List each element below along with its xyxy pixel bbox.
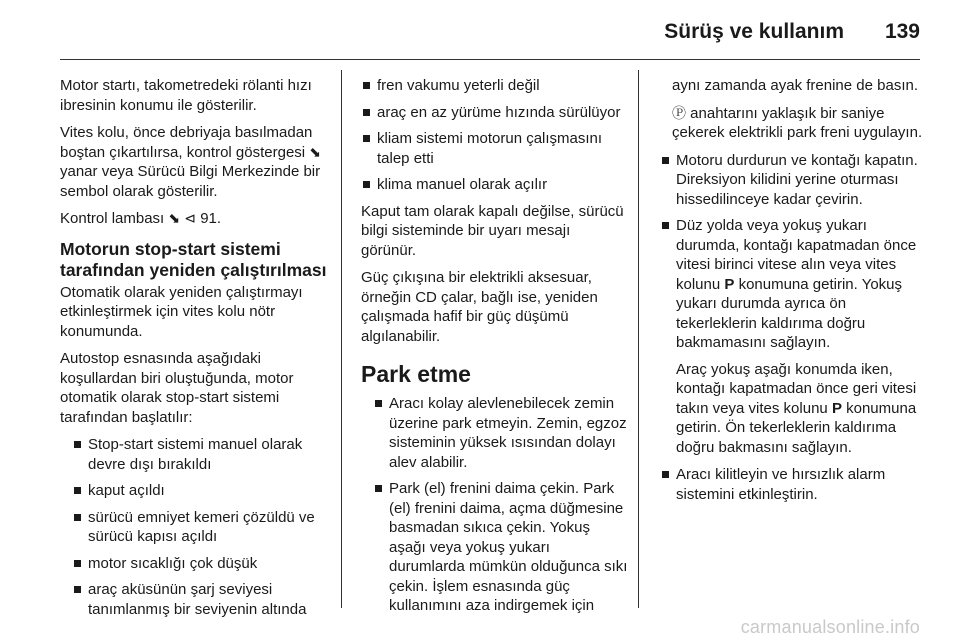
bullet-icon <box>363 82 370 89</box>
list-item-text: araç en az yürüme hızında sürülüyor <box>377 103 621 121</box>
list-item <box>660 465 930 504</box>
text: yanar veya Sürücü Bilgi Merkezinde bir sembol olarak gösterilir. <box>60 163 321 200</box>
paragraph <box>60 209 328 229</box>
list-item-text: Aracı kolay alevlenebilecek zemin üzerine park etmeyin. Zemin, egzoz sisteminin yüksek ısısından dolayı alev alabilir. <box>389 395 627 471</box>
page-reference-icon: ⊲ <box>184 210 197 226</box>
bullet-icon <box>662 157 669 164</box>
bullet-icon <box>74 487 81 494</box>
bullet-icon <box>74 560 81 567</box>
paragraph: Otomatik olarak yeniden çalıştırmayı etkinleştirmek için vites kolu nötr konumunda. <box>60 283 303 340</box>
list-item-text: fren vakumu yeterli değil <box>377 77 540 94</box>
text: Vites kolu, önce debriyaja basılmadan boştan çıkartılırsa, kontrol göstergesi <box>60 124 313 161</box>
list-item <box>72 580 328 619</box>
paragraph <box>672 104 930 143</box>
page-header <box>0 0 960 60</box>
header-divider <box>60 59 920 60</box>
list-item <box>361 175 629 195</box>
paragraph: Autostop esnasında aşağıdaki koşullardan biri oluştuğunda, motor otomatik olarak stop-start sistemi tarafından başlatılır: <box>60 350 294 426</box>
list-item <box>361 76 629 96</box>
text: Kontrol lambası <box>60 210 165 227</box>
list-item-text: Park (el) frenini daima çekin. Park (el) frenini daima, açma düğmesine basmadan sıkıca çekin. Yokuş aşağı veya yokuş yukarı durumlarda mümkün olduğunca sıkı çekin. İşlem esnasında güç kullanımını aza indirgemek için <box>389 480 628 614</box>
list-item-text: kliam sistemi motorun çalışmasını talep etti <box>377 130 603 167</box>
list-item <box>361 129 629 168</box>
list-item-text: motor sıcaklığı çok düşük <box>88 554 258 572</box>
paragraph: Motor startı, takometredeki rölanti hızı ibresinin konumu ile gösterilir. <box>60 77 312 114</box>
list-item <box>361 103 629 123</box>
bullet-icon <box>375 485 382 492</box>
paragraph: Kaput tam olarak kapalı değilse, sürücü bilgi sisteminde bir uyarı mesajı görünür. <box>361 202 624 259</box>
list-item <box>373 479 629 616</box>
column-divider-2 <box>638 70 639 608</box>
bullet-icon <box>74 514 81 521</box>
text: konumuna getirin. Yokuş yukarı durumda ayrıca ön tekerleklerin kaldırıma doğru bakmamasını sağlayın. <box>676 275 903 351</box>
column-3 <box>660 76 930 511</box>
list-item-text: araç aküsünün şarj seviyesi tanımlanmış bir seviyenin altında <box>88 581 307 618</box>
bullet-icon <box>363 135 370 142</box>
bullet-icon <box>363 181 370 188</box>
list-item <box>660 151 930 210</box>
list-item-text: Stop-start sistemi manuel olarak devre dışı bırakıldı <box>88 436 303 473</box>
gear-position: P <box>724 275 735 293</box>
paragraph <box>60 123 328 201</box>
page-number: 139 <box>884 20 920 43</box>
neutral-gear-indicator-icon: ⬊ <box>309 143 322 160</box>
bullet-icon <box>375 400 382 407</box>
list-item <box>72 481 328 501</box>
gear-position: P <box>831 399 842 417</box>
bullet-icon <box>74 441 81 448</box>
bullet-icon <box>74 586 81 593</box>
parking-brake-icon: Ⓟ <box>672 104 686 121</box>
list-item-text: klima manuel olarak açılır <box>377 176 548 193</box>
page-reference: 91. <box>200 210 222 227</box>
list-item <box>72 554 328 574</box>
list-item <box>660 216 930 353</box>
watermark: carmanualsonline.info <box>740 617 920 637</box>
paragraph: Güç çıkışına bir elektrikli aksesuar, örneğin CD çalar, bağlı ise, yeniden çalışmada hafif bir güç düşümü algılanabilir. <box>361 269 598 345</box>
bullet-icon <box>363 109 370 116</box>
column-divider-1 <box>341 70 342 608</box>
bullet-icon <box>662 222 669 229</box>
column-1 <box>60 76 328 626</box>
paragraph <box>676 360 930 458</box>
list-item <box>72 508 328 547</box>
text: anahtarını yaklaşık bir saniye çekerek elektrikli park freni uygulayın. <box>672 104 923 141</box>
list-item-text: Aracı kilitleyin ve hırsızlık alarm sistemini etkinleştirin. <box>676 466 886 503</box>
neutral-gear-indicator-icon: ⬊ <box>168 210 181 226</box>
section-heading: Park etme <box>361 361 471 387</box>
bullet-icon <box>662 471 669 478</box>
list-item <box>373 394 629 472</box>
text: konumuna getirin. Ön tekerleklerin kaldırıma doğru bakmasını sağlayın. <box>676 399 917 456</box>
chapter-title: Sürüş ve kullanım <box>664 20 844 43</box>
list-item-text: sürücü emniyet kemeri çözüldü ve sürücü kapısı açıldı <box>88 508 315 545</box>
text: Araç yokuş aşağı konumda iken, kontağı kapatmadan önce geri vitesi takın veya vites kolunu <box>676 360 917 417</box>
text: Düz yolda veya yokuş yukarı durumda, kontağı kapatmadan önce vitesi birinci vitese alın veya vites kolunu <box>676 217 917 293</box>
paragraph: aynı zamanda ayak frenine de basın. <box>672 77 918 94</box>
list-item-text: Motoru durdurun ve kontağı kapatın. Direksiyon kilidini yerine oturması hissedilinceye kadar çevirin. <box>676 151 918 208</box>
list-item-text: kaput açıldı <box>88 482 165 499</box>
column-2 <box>361 76 629 623</box>
list-item <box>72 435 328 474</box>
section-heading: Motorun stop-start sistemi tarafından yeniden çalıştırılması <box>60 238 327 280</box>
